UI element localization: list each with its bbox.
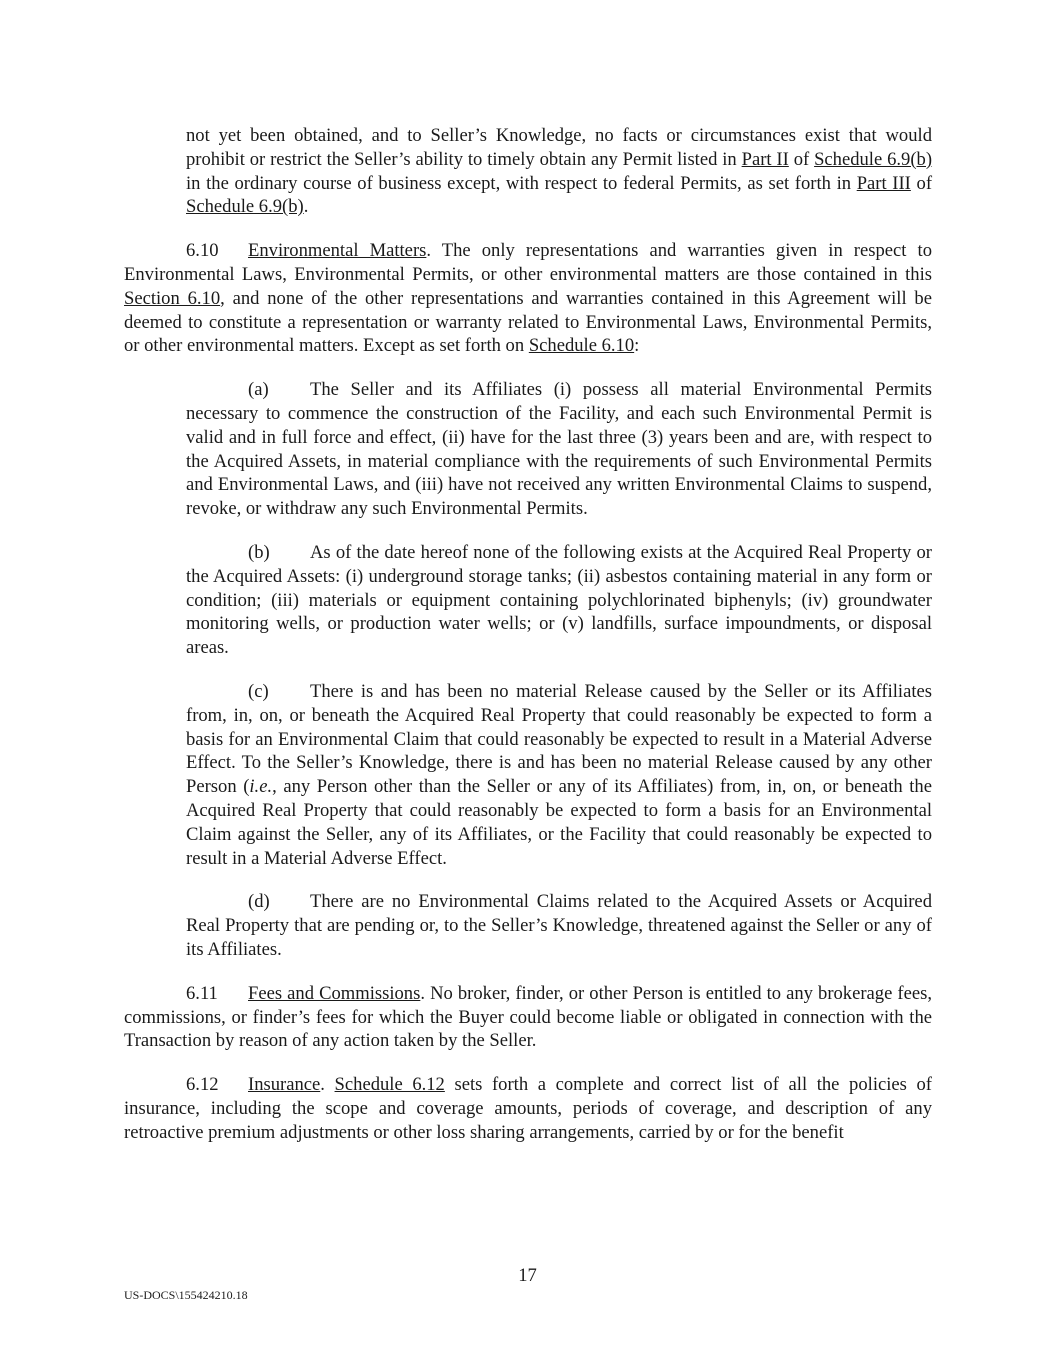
text: of <box>788 148 815 170</box>
italic-ie: i.e. <box>249 776 273 798</box>
reference-schedule-6-9b: Schedule 6.9(b) <box>186 196 304 218</box>
reference-schedule-6-12: Schedule 6.12 <box>334 1074 445 1096</box>
text: , any Person other than the Seller or any of its Affiliates) from, in, on, or beneath the Acquired Real Property that could reasonably be expected to form a basis for an Environmental Claim against the Seller, any of its Affiliates, or the Facility that could reasonably be expected to result in a Material Adverse Effect. <box>186 776 932 869</box>
text: , and none of the other representations and warranties contained in this Agreement will be deemed to constitute a representation or warranty related to Environmental Laws, Environmental Permits, or other environmental matters. Except as set forth on <box>124 287 932 357</box>
subsection-a <box>186 378 932 521</box>
text: : <box>634 335 640 357</box>
section-heading: Environmental Matters <box>248 240 427 262</box>
text: . <box>303 196 309 218</box>
subsection-label: (d) <box>248 891 270 913</box>
document-id: US-DOCS\155424210.18 <box>124 1288 248 1302</box>
text: The Seller and its Affiliates (i) possess all material Environmental Permits necessary to commence the construction of the Facility, and each such Environmental Permit is valid and in full force and effect, (ii) have for the last three (3) years been and are, with respect to the Acquired Assets, in material compliance with the requirements of such Environmental Permits and Environmental Laws, and (iii) have not received any written Environmental Claims to suspend, revoke, or withdraw any such Environmental Permits. <box>186 379 932 520</box>
subsection-label: (c) <box>248 680 269 702</box>
section-number: 6.11 <box>186 982 218 1004</box>
text: . <box>320 1074 335 1096</box>
reference-part-ii: Part II <box>741 148 789 170</box>
paragraph-6-9-continuation <box>186 124 932 219</box>
section-heading: Fees and Commissions <box>248 982 421 1004</box>
text: There is and has been no material Release caused by the Seller or its Affiliates from, in, on, or beneath the Acquired Real Property that could reasonably be expected to form a basis for an Environmental Claim that could reasonably be expected to result in a Material Adverse Effect. To the Seller’s Knowledge, there is and has been no material Release caused by any other Person ( <box>186 680 932 798</box>
subsection-d <box>186 890 932 961</box>
subsection-c <box>186 680 932 870</box>
section-number: 6.12 <box>186 1074 219 1096</box>
section-number: 6.10 <box>186 240 219 262</box>
section-6-10 <box>124 239 932 358</box>
subsection-b <box>186 541 932 660</box>
reference-section-6-10: Section 6.10 <box>124 287 221 309</box>
document-page <box>124 124 932 1164</box>
reference-part-iii: Part III <box>856 172 911 194</box>
text: in the ordinary course of business except, with respect to federal Permits, as set forth in <box>186 172 857 194</box>
section-6-11 <box>124 982 932 1053</box>
section-heading: Insurance <box>248 1074 321 1096</box>
section-6-12 <box>124 1073 932 1144</box>
text: As of the date hereof none of the following exists at the Acquired Real Property or the Acquired Assets: (i) underground storage tanks; (ii) asbestos containing material in any form or condition; (iii) materials or equipment containing polychlorinated biphenyls; (iv) groundwater monitoring wells, or production water wells; or (v) landfills, surface impoundments, or disposal areas. <box>186 541 932 659</box>
subsection-label: (a) <box>248 379 269 401</box>
subsection-label: (b) <box>248 541 270 563</box>
text: not yet been obtained, and to Seller’s Knowledge, no facts or circumstances exist that would prohibit or restrict the Seller’s ability to timely obtain any Permit listed in <box>186 125 932 170</box>
text: of <box>910 172 933 194</box>
text: sets forth a complete and correct list of all the policies of insurance, including the scope and coverage amounts, periods of coverage, and description of any retroactive premium adjustments or other loss sharing arrangements, carried by or for the benefit <box>124 1074 932 1143</box>
reference-schedule-6-10: Schedule 6.10 <box>528 335 635 357</box>
text: There are no Environmental Claims related to the Acquired Assets or Acquired Real Property that are pending or, to the Seller’s Knowledge, threatened against the Seller or any of its Affiliates. <box>186 891 932 960</box>
page-number: 17 <box>518 1265 537 1286</box>
text: . No broker, finder, or other Person is entitled to any brokerage fees, commissions, or finder’s fees for which the Buyer could become liable or obligated in connection with the Transaction by reason of any action taken by the Seller. <box>124 982 932 1052</box>
reference-schedule-6-9b: Schedule 6.9(b) <box>814 148 933 170</box>
text: . The only representations and warranties given in respect to Environmental Laws, Environmental Permits, or other environmental matters are those contained in this <box>124 240 932 285</box>
